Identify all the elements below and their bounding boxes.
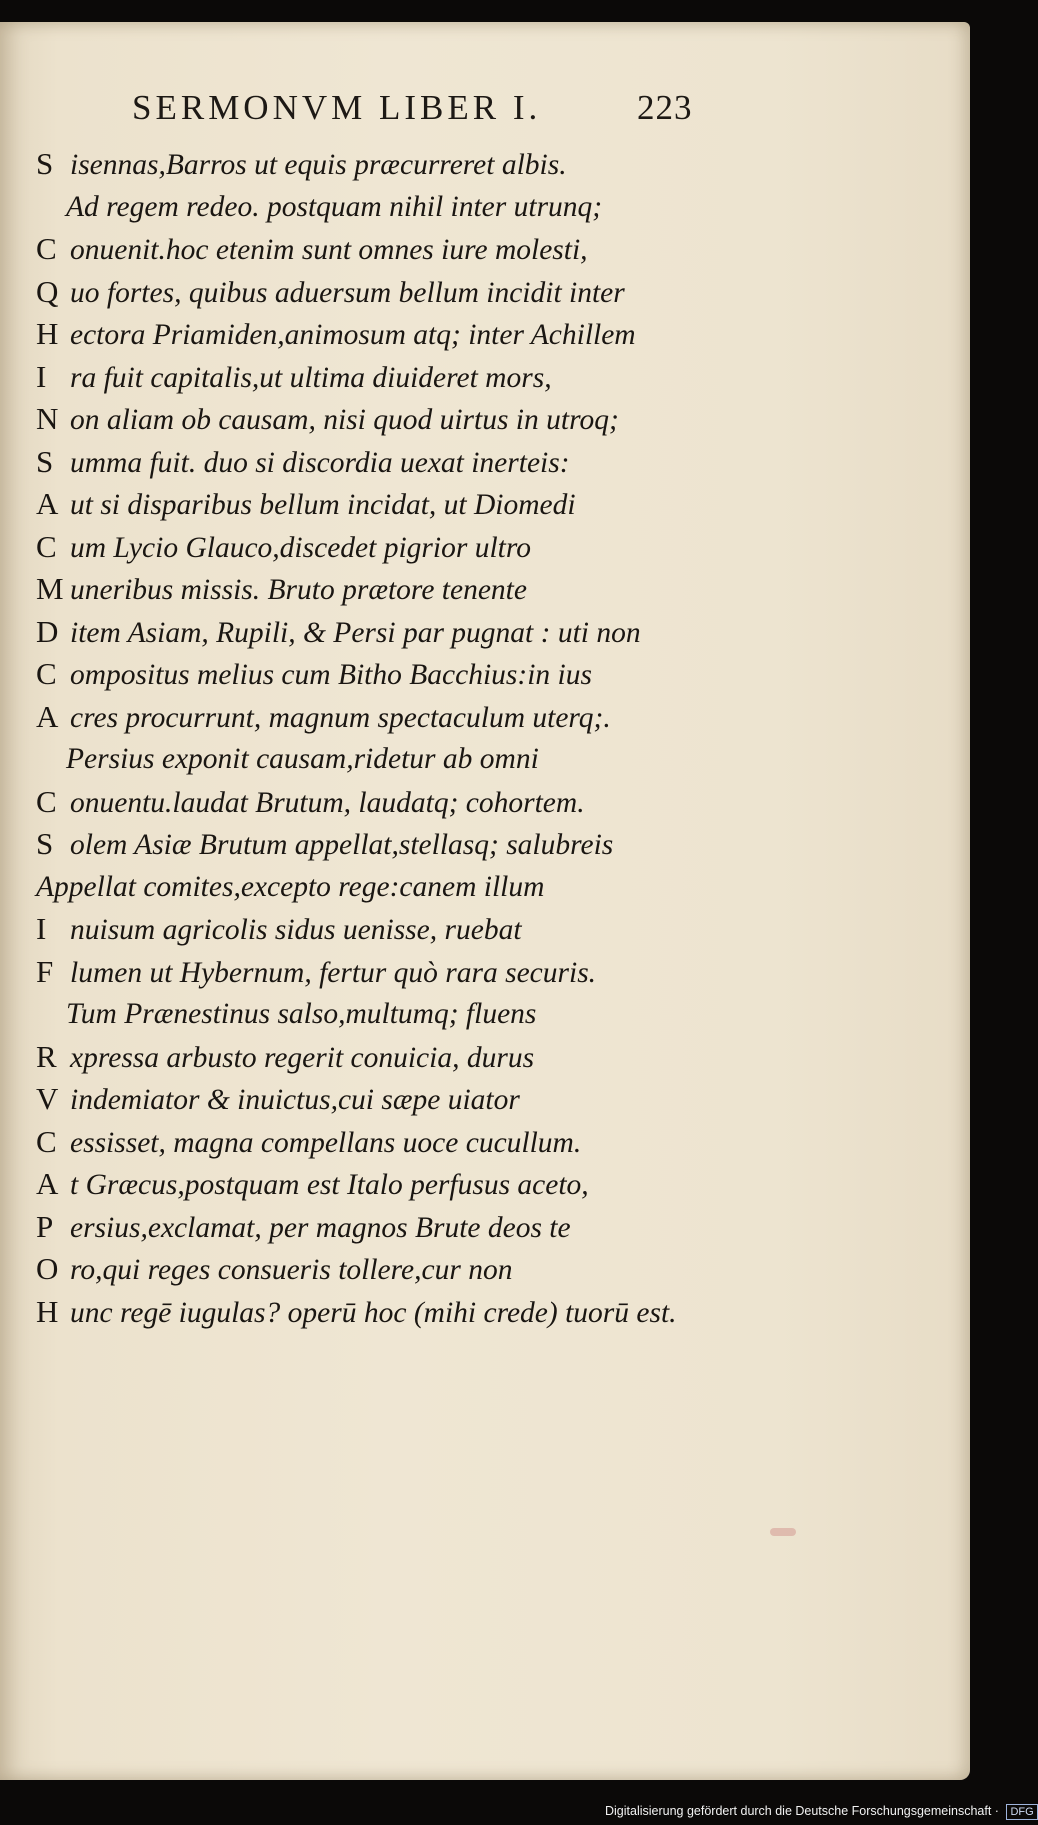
line-text: isennas,Barros ut equis præcurreret albis. [70, 149, 567, 181]
paper-stain [770, 1528, 796, 1536]
line-initial: M [36, 571, 64, 606]
line-text: umma fuit. duo si discordia uexat inerteis: [70, 446, 570, 479]
running-header [132, 88, 732, 134]
verse-line [36, 611, 736, 654]
verse-line [36, 908, 736, 951]
line-text: Appellat comites,excepto rege:canem illum [36, 870, 545, 903]
line-initial: O [36, 1251, 59, 1286]
verse-line [36, 1121, 736, 1164]
verse-line [36, 1291, 736, 1334]
running-title: SERMONVM LIBER I. [132, 88, 542, 127]
line-initial: I [36, 358, 47, 394]
line-initial: S [36, 443, 54, 479]
line-initial: C [36, 528, 57, 564]
verse-line [36, 441, 736, 484]
line-text: olem Asiæ Brutum appellat,stellasq; salubreis [70, 829, 614, 861]
line-initial: V [36, 1081, 59, 1116]
line-text: ectora Priamiden,animosum atq; inter Achillem [70, 319, 636, 351]
verse-line [36, 1078, 736, 1121]
line-initial: A [36, 698, 59, 734]
line-initial: H [36, 316, 59, 351]
verse-line [36, 186, 736, 229]
line-initial: P [36, 1208, 54, 1244]
line-text: Ad regem redeo. postquam nihil inter utrunq; [66, 190, 603, 223]
page-number: 223 [637, 88, 693, 127]
line-text: item Asiam, Rupili, & Persi par pugnat : uti non [70, 616, 641, 649]
line-text: ersius,exclamat, per magnos Brute deos te [70, 1211, 571, 1244]
verse-line [36, 143, 736, 186]
verse-text-block [36, 143, 736, 1333]
line-text: indemiator & inuictus,cui sæpe uiator [70, 1084, 520, 1116]
dfg-logo: DFG [1006, 1804, 1037, 1820]
verse-line [36, 271, 736, 314]
line-initial: C [36, 656, 57, 691]
line-text: t Græcus,postquam est Italo perfusus aceto, [70, 1169, 589, 1201]
line-initial: H [36, 1293, 59, 1329]
verse-line [36, 228, 736, 271]
line-text: lumen ut Hybernum, fertur quò rara securis. [70, 956, 597, 989]
verse-line [36, 781, 736, 824]
line-initial: S [36, 146, 54, 181]
line-text: ro,qui reges consueris tollere,cur non [70, 1254, 513, 1286]
verse-line [36, 356, 736, 399]
verse-line [36, 738, 736, 781]
verse-line [36, 1206, 736, 1249]
line-text: uo fortes, quibus aduersum bellum incidit inter [70, 276, 625, 309]
line-text: essisset, magna compellans uoce cucullum. [70, 1126, 582, 1159]
verse-line [36, 696, 736, 739]
line-text: xpressa arbusto regerit conuicia, durus [70, 1041, 535, 1074]
line-text: ra fuit capitalis,ut ultima diuideret mors, [70, 361, 552, 394]
verse-line [36, 1163, 736, 1206]
verse-line [36, 1248, 736, 1291]
line-text: onuentu.laudat Brutum, laudatq; cohortem. [70, 786, 585, 819]
line-initial: C [36, 231, 57, 266]
verse-line [36, 653, 736, 696]
verse-line [36, 526, 736, 569]
verse-line [36, 568, 736, 611]
line-initial: Q [36, 273, 59, 309]
line-text: unc regē iugulas? operū hoc (mihi crede) tuorū est. [70, 1296, 677, 1329]
line-text: Persius exponit causam,ridetur ab omni [66, 743, 539, 775]
verse-line [36, 1036, 736, 1079]
line-initial: R [36, 1038, 57, 1074]
line-initial: S [36, 826, 54, 861]
line-text: on aliam ob causam, nisi quod uirtus in utroq; [70, 404, 619, 436]
verse-line [36, 993, 736, 1036]
line-initial: C [36, 783, 57, 819]
line-text: uneribus missis. Bruto prætore tenente [70, 574, 527, 606]
line-text: onuenit.hoc etenim sunt omnes iure molesti, [70, 234, 588, 266]
line-text: ut si disparibus bellum incidat, ut Diomedi [70, 489, 576, 521]
line-text: Tum Prænestinus salso,multumq; fluens [66, 998, 537, 1030]
line-initial: C [36, 1123, 57, 1159]
line-text: nuisum agricolis sidus uenisse, ruebat [70, 914, 522, 946]
verse-line [36, 951, 736, 994]
line-initial: N [36, 401, 59, 436]
verse-line [36, 866, 736, 909]
line-initial: I [36, 911, 47, 946]
verse-line [36, 823, 736, 866]
line-initial: F [36, 953, 54, 989]
line-initial: A [36, 486, 59, 521]
line-text: cres procurrunt, magnum spectaculum uterq;. [70, 701, 611, 734]
verse-line [36, 398, 736, 441]
line-initial: D [36, 613, 59, 649]
verse-line [36, 313, 736, 356]
line-text: um Lycio Glauco,discedet pigrior ultro [70, 531, 531, 564]
line-initial: A [36, 1166, 59, 1201]
verse-line [36, 483, 736, 526]
line-text: ompositus melius cum Bitho Bacchius:in ius [70, 659, 592, 691]
digitization-credit [605, 1800, 1038, 1822]
credit-text: Digitalisierung gefördert durch die Deutsche Forschungsgemeinschaft · [605, 1804, 999, 1818]
